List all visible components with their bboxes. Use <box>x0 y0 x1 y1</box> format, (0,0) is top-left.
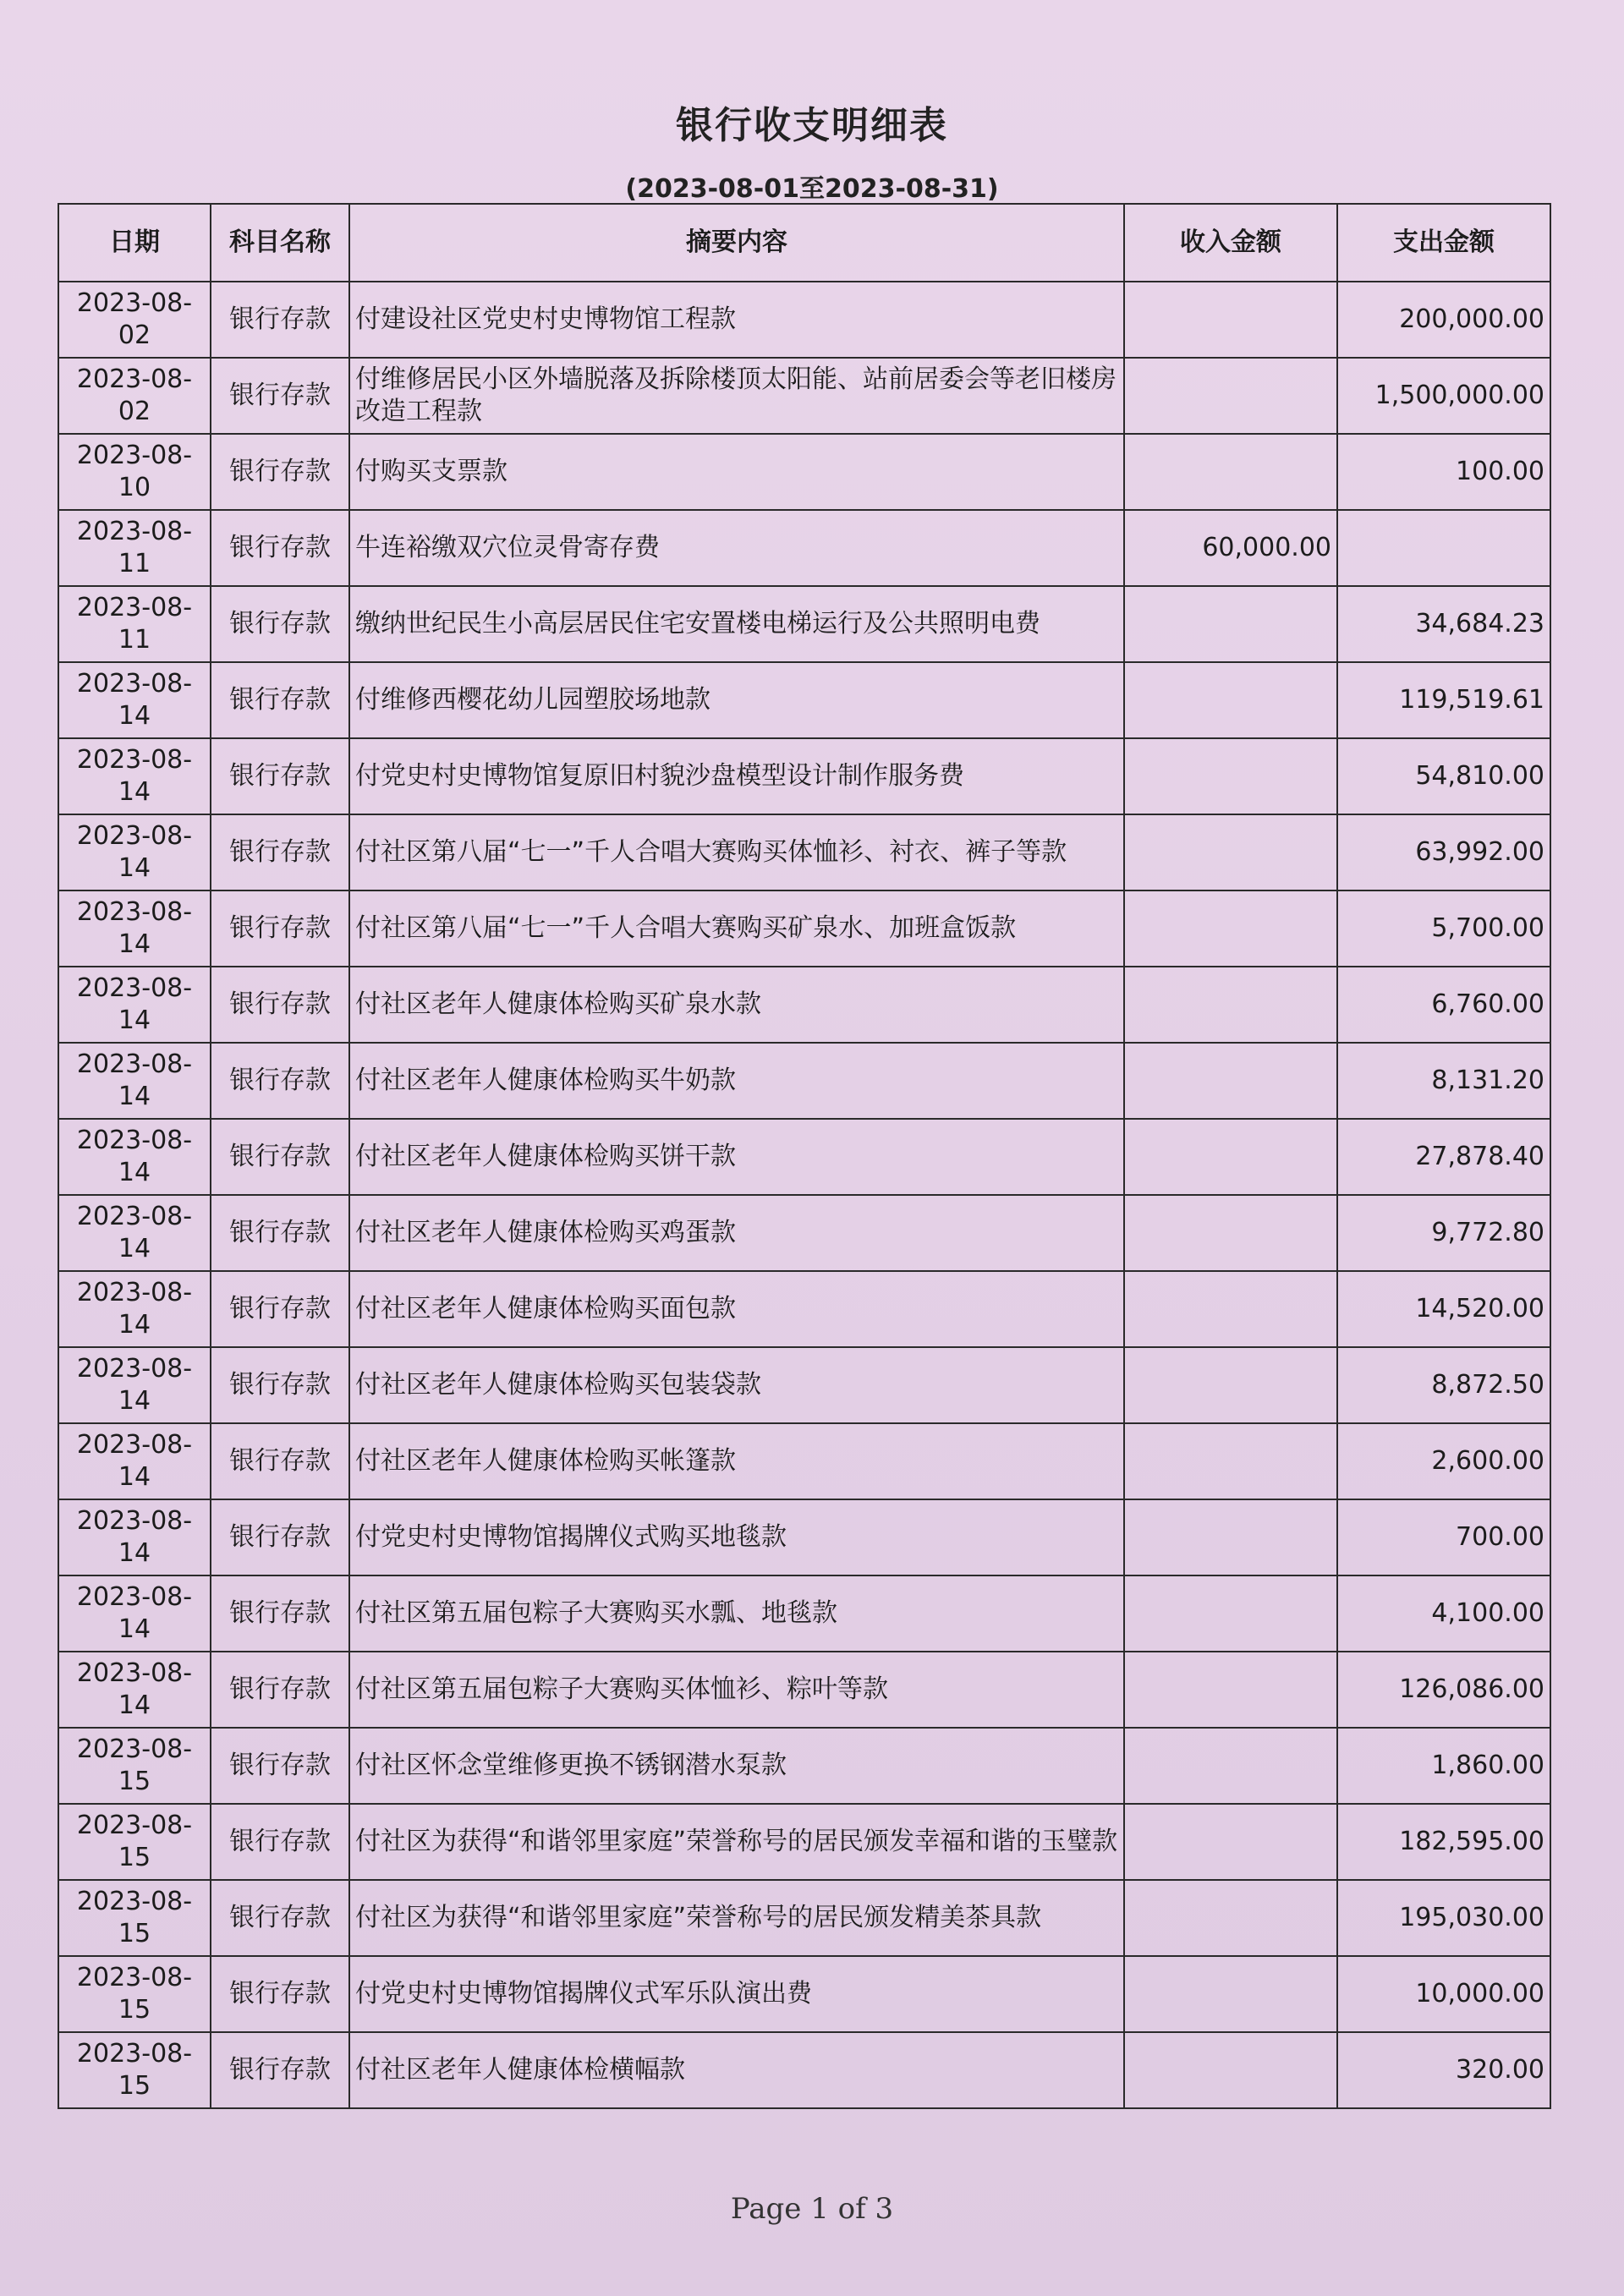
cell-date: 2023-08-11 <box>58 510 211 586</box>
cell-expense: 9,772.80 <box>1337 1195 1550 1271</box>
cell-summary: 付购买支票款 <box>349 434 1124 510</box>
table-row <box>58 1956 1550 2032</box>
cell-date: 2023-08-15 <box>58 1880 211 1956</box>
cell-income <box>1124 1804 1337 1880</box>
cell-date: 2023-08-15 <box>58 1728 211 1804</box>
cell-date: 2023-08-15 <box>58 1956 211 2032</box>
cell-subject: 银行存款 <box>211 662 349 738</box>
cell-income <box>1124 1575 1337 1652</box>
cell-income <box>1124 358 1337 434</box>
cell-summary: 付社区老年人健康体检购买牛奶款 <box>349 1043 1124 1119</box>
cell-date: 2023-08-02 <box>58 358 211 434</box>
cell-subject: 银行存款 <box>211 738 349 814</box>
cell-date: 2023-08-14 <box>58 1195 211 1271</box>
cell-summary: 付社区第五届包粽子大赛购买水瓢、地毯款 <box>349 1575 1124 1652</box>
cell-income <box>1124 1195 1337 1271</box>
table-row <box>58 1347 1550 1423</box>
cell-summary: 付维修居民小区外墙脱落及拆除楼顶太阳能、站前居委会等老旧楼房改造工程款 <box>349 358 1124 434</box>
cell-expense: 126,086.00 <box>1337 1652 1550 1728</box>
cell-income <box>1124 1728 1337 1804</box>
cell-income <box>1124 1043 1337 1119</box>
cell-summary: 付社区为获得“和谐邻里家庭”荣誉称号的居民颁发精美茶具款 <box>349 1880 1124 1956</box>
cell-summary: 付社区老年人健康体检购买鸡蛋款 <box>349 1195 1124 1271</box>
report-period: (2023-08-01至2023-08-31) <box>625 174 999 204</box>
cell-summary: 付建设社区党史村史博物馆工程款 <box>349 282 1124 358</box>
cell-date: 2023-08-11 <box>58 586 211 662</box>
cell-summary: 付社区老年人健康体检横幅款 <box>349 2032 1124 2108</box>
cell-expense: 1,500,000.00 <box>1337 358 1550 434</box>
cell-subject: 银行存款 <box>211 967 349 1043</box>
cell-income <box>1124 662 1337 738</box>
table-row <box>58 1119 1550 1195</box>
cell-summary: 付社区怀念堂维修更换不锈钢潜水泵款 <box>349 1728 1124 1804</box>
cell-summary: 付党史村史博物馆复原旧村貌沙盘模型设计制作服务费 <box>349 738 1124 814</box>
cell-date: 2023-08-14 <box>58 967 211 1043</box>
cell-summary: 付党史村史博物馆揭牌仪式购买地毯款 <box>349 1499 1124 1575</box>
table-row <box>58 1804 1550 1880</box>
cell-date: 2023-08-14 <box>58 738 211 814</box>
cell-income <box>1124 1347 1337 1423</box>
column-header-income: 收入金额 <box>1124 204 1337 282</box>
cell-date: 2023-08-15 <box>58 1804 211 1880</box>
table-row <box>58 282 1550 358</box>
cell-expense: 200,000.00 <box>1337 282 1550 358</box>
cell-subject: 银行存款 <box>211 2032 349 2108</box>
table-row <box>58 890 1550 967</box>
cell-summary: 付社区为获得“和谐邻里家庭”荣誉称号的居民颁发幸福和谐的玉璧款 <box>349 1804 1124 1880</box>
page-title: 银行收支明细表 <box>676 104 948 147</box>
cell-income <box>1124 1652 1337 1728</box>
table-row <box>58 1880 1550 1956</box>
cell-expense: 8,131.20 <box>1337 1043 1550 1119</box>
cell-expense: 5,700.00 <box>1337 890 1550 967</box>
cell-date: 2023-08-14 <box>58 1043 211 1119</box>
table-row <box>58 1423 1550 1499</box>
table-row <box>58 738 1550 814</box>
cell-income <box>1124 1423 1337 1499</box>
cell-expense: 100.00 <box>1337 434 1550 510</box>
table-row <box>58 1043 1550 1119</box>
cell-income <box>1124 1499 1337 1575</box>
cell-subject: 银行存款 <box>211 358 349 434</box>
cell-subject: 银行存款 <box>211 814 349 890</box>
cell-date: 2023-08-14 <box>58 1499 211 1575</box>
cell-subject: 银行存款 <box>211 1271 349 1347</box>
cell-subject: 银行存款 <box>211 282 349 358</box>
cell-date: 2023-08-14 <box>58 1652 211 1728</box>
cell-expense: 27,878.40 <box>1337 1119 1550 1195</box>
cell-income <box>1124 1880 1337 1956</box>
cell-summary: 付社区第五届包粽子大赛购买体恤衫、粽叶等款 <box>349 1652 1124 1728</box>
cell-subject: 银行存款 <box>211 890 349 967</box>
table-row <box>58 1728 1550 1804</box>
cell-expense: 34,684.23 <box>1337 586 1550 662</box>
table-row <box>58 510 1550 586</box>
column-header-summary: 摘要内容 <box>349 204 1124 282</box>
cell-income <box>1124 738 1337 814</box>
cell-summary: 付维修西樱花幼儿园塑胶场地款 <box>349 662 1124 738</box>
column-header-expense: 支出金额 <box>1337 204 1550 282</box>
table-row <box>58 967 1550 1043</box>
column-header-date: 日期 <box>58 204 211 282</box>
cell-summary: 付社区老年人健康体检购买矿泉水款 <box>349 967 1124 1043</box>
cell-income: 60,000.00 <box>1124 510 1337 586</box>
table-row <box>58 1271 1550 1347</box>
table-row <box>58 662 1550 738</box>
cell-income <box>1124 1119 1337 1195</box>
cell-income <box>1124 967 1337 1043</box>
table-header-row <box>58 204 1550 282</box>
cell-date: 2023-08-14 <box>58 814 211 890</box>
cell-subject: 银行存款 <box>211 586 349 662</box>
table-row <box>58 586 1550 662</box>
cell-expense <box>1337 510 1550 586</box>
cell-expense: 54,810.00 <box>1337 738 1550 814</box>
cell-subject: 银行存款 <box>211 1119 349 1195</box>
cell-date: 2023-08-14 <box>58 662 211 738</box>
cell-expense: 14,520.00 <box>1337 1271 1550 1347</box>
cell-expense: 6,760.00 <box>1337 967 1550 1043</box>
cell-expense: 8,872.50 <box>1337 1347 1550 1423</box>
cell-subject: 银行存款 <box>211 1499 349 1575</box>
cell-subject: 银行存款 <box>211 510 349 586</box>
cell-summary: 付党史村史博物馆揭牌仪式军乐队演出费 <box>349 1956 1124 2032</box>
cell-subject: 银行存款 <box>211 1423 349 1499</box>
cell-expense: 1,860.00 <box>1337 1728 1550 1804</box>
cell-summary: 付社区第八届“七一”千人合唱大赛购买体恤衫、衬衣、裤子等款 <box>349 814 1124 890</box>
cell-subject: 银行存款 <box>211 1347 349 1423</box>
ledger-table <box>58 203 1551 2109</box>
cell-expense: 182,595.00 <box>1337 1804 1550 1880</box>
table-row <box>58 814 1550 890</box>
cell-expense: 63,992.00 <box>1337 814 1550 890</box>
table-row <box>58 358 1550 434</box>
cell-income <box>1124 814 1337 890</box>
cell-date: 2023-08-14 <box>58 1119 211 1195</box>
cell-expense: 320.00 <box>1337 2032 1550 2108</box>
cell-summary: 缴纳世纪民生小高层居民住宅安置楼电梯运行及公共照明电费 <box>349 586 1124 662</box>
cell-subject: 银行存款 <box>211 1652 349 1728</box>
cell-subject: 银行存款 <box>211 1728 349 1804</box>
cell-income <box>1124 586 1337 662</box>
cell-income <box>1124 282 1337 358</box>
cell-summary: 付社区老年人健康体检购买饼干款 <box>349 1119 1124 1195</box>
cell-subject: 银行存款 <box>211 1195 349 1271</box>
page-number: Page 1 of 3 <box>730 2192 894 2226</box>
cell-income <box>1124 2032 1337 2108</box>
cell-income <box>1124 434 1337 510</box>
table-row <box>58 434 1550 510</box>
cell-summary: 牛连裕缴双穴位灵骨寄存费 <box>349 510 1124 586</box>
cell-subject: 银行存款 <box>211 1804 349 1880</box>
cell-summary: 付社区老年人健康体检购买包装袋款 <box>349 1347 1124 1423</box>
cell-date: 2023-08-14 <box>58 1575 211 1652</box>
cell-expense: 2,600.00 <box>1337 1423 1550 1499</box>
cell-subject: 银行存款 <box>211 1956 349 2032</box>
cell-summary: 付社区老年人健康体检购买帐篷款 <box>349 1423 1124 1499</box>
table-row <box>58 2032 1550 2108</box>
cell-income <box>1124 890 1337 967</box>
cell-date: 2023-08-15 <box>58 2032 211 2108</box>
cell-date: 2023-08-14 <box>58 1271 211 1347</box>
cell-expense: 4,100.00 <box>1337 1575 1550 1652</box>
column-header-subject: 科目名称 <box>211 204 349 282</box>
cell-subject: 银行存款 <box>211 1043 349 1119</box>
table-row <box>58 1499 1550 1575</box>
cell-subject: 银行存款 <box>211 434 349 510</box>
cell-date: 2023-08-14 <box>58 890 211 967</box>
cell-subject: 银行存款 <box>211 1575 349 1652</box>
cell-subject: 银行存款 <box>211 1880 349 1956</box>
cell-expense: 700.00 <box>1337 1499 1550 1575</box>
cell-summary: 付社区老年人健康体检购买面包款 <box>349 1271 1124 1347</box>
cell-income <box>1124 1271 1337 1347</box>
cell-date: 2023-08-14 <box>58 1423 211 1499</box>
cell-summary: 付社区第八届“七一”千人合唱大赛购买矿泉水、加班盒饭款 <box>349 890 1124 967</box>
table-row <box>58 1652 1550 1728</box>
table-row <box>58 1195 1550 1271</box>
cell-date: 2023-08-14 <box>58 1347 211 1423</box>
cell-income <box>1124 1956 1337 2032</box>
table-row <box>58 1575 1550 1652</box>
ledger-body <box>58 282 1550 2108</box>
cell-expense: 10,000.00 <box>1337 1956 1550 2032</box>
cell-expense: 119,519.61 <box>1337 662 1550 738</box>
cell-date: 2023-08-02 <box>58 282 211 358</box>
cell-expense: 195,030.00 <box>1337 1880 1550 1956</box>
cell-date: 2023-08-10 <box>58 434 211 510</box>
